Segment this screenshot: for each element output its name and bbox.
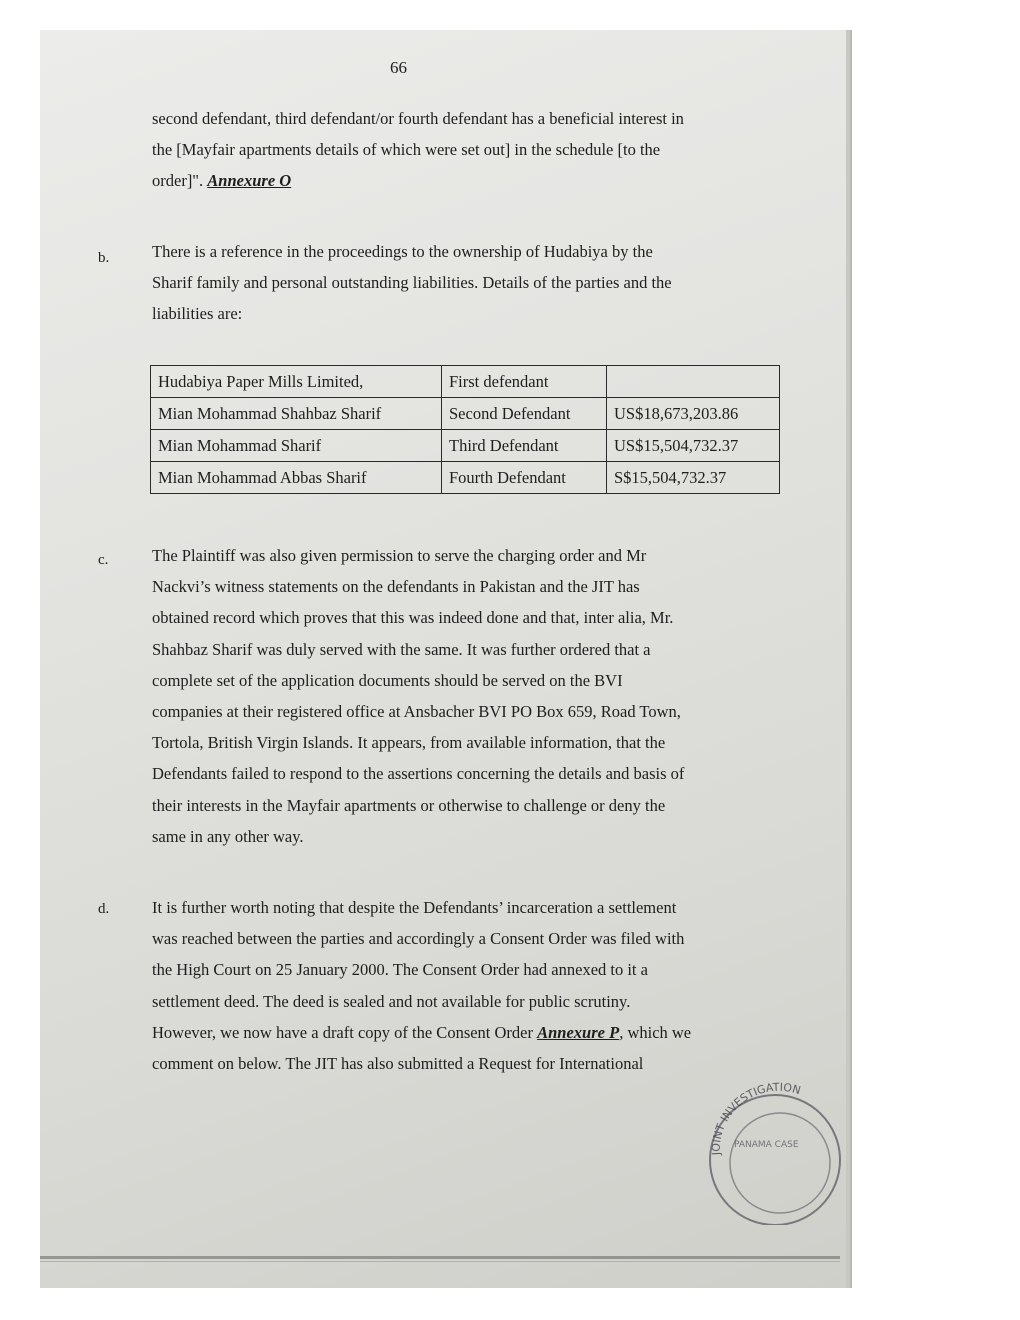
stamp-inner-ring bbox=[730, 1113, 830, 1213]
text-line: Tortola, British Virgin Islands. It appears, from available information, that the bbox=[152, 733, 666, 753]
text-line: complete set of the application documents should be served on the BVI bbox=[152, 670, 623, 690]
text-line: companies at their registered office at Ansbacher BVI PO Box 659, Road Town, bbox=[152, 701, 681, 721]
text-line: obtained record which proves that this was indeed done and that, inter alia, Mr. bbox=[152, 608, 674, 628]
text-line: order]". Annexure O bbox=[152, 171, 292, 191]
liability-amount-cell: US$18,673,203.86 bbox=[607, 398, 780, 430]
text-line: second defendant, third defendant/or fourth defendant has a beneficial interest in bbox=[152, 109, 684, 128]
table-row bbox=[151, 430, 780, 462]
text-line: However, we now have a draft copy of the Consent Order Annexure P, which we bbox=[152, 1022, 692, 1042]
text-line: It is further worth noting that despite the Defendants’ incarceration a settlement bbox=[152, 898, 677, 917]
annexure-p-link[interactable]: Annexure P bbox=[537, 1022, 620, 1042]
party-name-cell: Mian Mohammad Sharif bbox=[151, 430, 442, 462]
party-role-cell: Fourth Defendant bbox=[442, 462, 607, 494]
text-line: Nackvi’s witness statements on the defendants in Pakistan and the JIT has bbox=[152, 577, 640, 597]
party-role-cell: Third Defendant bbox=[442, 430, 607, 462]
item-d-paragraph bbox=[152, 892, 778, 1079]
item-d-label: d. bbox=[98, 901, 110, 917]
item-c-label: c. bbox=[98, 552, 109, 568]
page-number: 66 bbox=[390, 58, 407, 77]
text-line: settlement deed. The deed is sealed and not available for public scrutiny. bbox=[152, 991, 631, 1011]
stamp-arc-text: JOINT INVESTIGATION bbox=[709, 1080, 803, 1156]
party-name-cell: Mian Mohammad Shahbaz Sharif bbox=[151, 398, 442, 430]
item-c-paragraph bbox=[152, 540, 774, 852]
scan-footer-line bbox=[40, 1261, 840, 1262]
liability-amount-cell: S$15,504,732.37 bbox=[607, 462, 780, 494]
party-name-cell: Mian Mohammad Abbas Sharif bbox=[151, 462, 442, 494]
liability-amount-cell: US$15,504,732.37 bbox=[607, 430, 780, 462]
text-line: There is a reference in the proceedings to the ownership of Hudabiya by the bbox=[152, 242, 653, 261]
stamp-inner-text: PANAMA CASE bbox=[734, 1140, 799, 1150]
text-line: the [Mayfair apartments details of which were set out] in the schedule [to the bbox=[152, 140, 661, 160]
text-line: same in any other way. bbox=[152, 826, 304, 846]
text-line: the High Court on 25 January 2000. The Consent Order had annexed to it a bbox=[152, 960, 648, 980]
item-b-label: b. bbox=[98, 250, 110, 266]
liability-amount-cell bbox=[607, 366, 780, 398]
jit-seal-stamp bbox=[700, 1075, 850, 1225]
annexure-o-link[interactable]: Annexure O bbox=[207, 171, 292, 191]
text-line: Shahbaz Sharif was duly served with the same. It was further ordered that a bbox=[152, 639, 651, 659]
table-row bbox=[151, 366, 780, 398]
text-line: liabilities are: bbox=[152, 304, 243, 324]
text-line: their interests in the Mayfair apartments or otherwise to challenge or deny the bbox=[152, 795, 666, 815]
text-line: comment on below. The JIT has also submitted a Request for International bbox=[152, 1053, 644, 1073]
liabilities-table bbox=[150, 365, 780, 494]
text-line: The Plaintiff was also given permission to serve the charging order and Mr bbox=[152, 546, 647, 565]
party-role-cell: Second Defendant bbox=[442, 398, 607, 430]
party-name-cell: Hudabiya Paper Mills Limited, bbox=[151, 366, 442, 398]
table-row bbox=[151, 462, 780, 494]
text-line: Sharif family and personal outstanding liabilities. Details of the parties and the bbox=[152, 273, 672, 293]
scan-footer-line bbox=[40, 1256, 840, 1259]
text-line: was reached between the parties and accordingly a Consent Order was filed with bbox=[152, 929, 685, 949]
intro-paragraph bbox=[152, 103, 766, 197]
text-line: Defendants failed to respond to the assertions concerning the details and basis of bbox=[152, 764, 685, 784]
item-b-paragraph bbox=[152, 236, 768, 330]
table-row bbox=[151, 398, 780, 430]
party-role-cell: First defendant bbox=[442, 366, 607, 398]
